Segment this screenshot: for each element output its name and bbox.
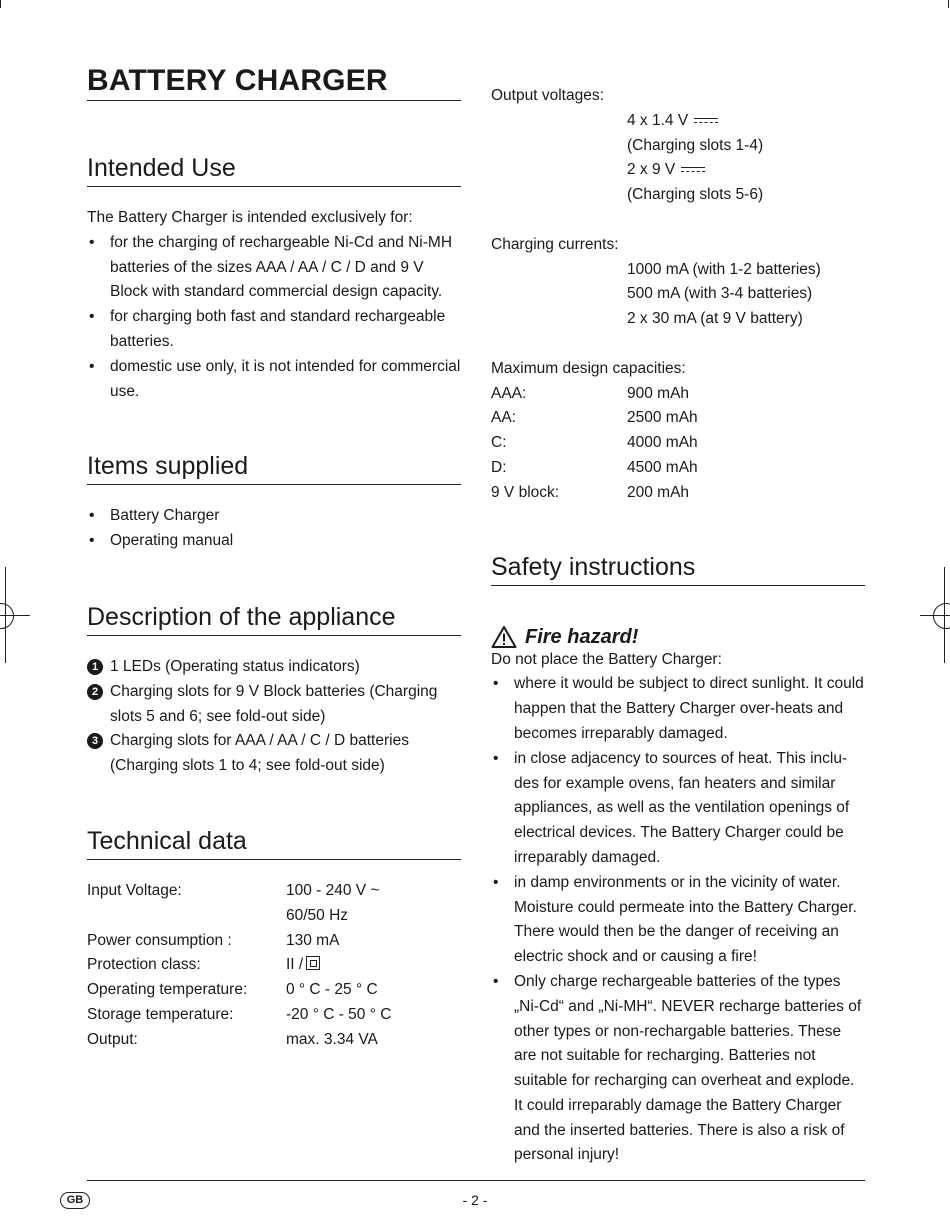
- description-section: [87, 601, 461, 779]
- technical-data-table: [87, 879, 391, 1053]
- list-item: • domestic use only, it is not intended for commercial use.: [87, 355, 461, 405]
- table-row: [87, 904, 391, 929]
- warning-title: Fire hazard!: [525, 625, 639, 648]
- charging-currents-label: Charging currents:: [491, 235, 619, 253]
- document-title: BATTERY CHARGER: [87, 62, 461, 101]
- list-item: • in close adjacency to sources of heat. This inclu-des for example ovens, fan heaters and similar appliances, as well as the ventilation openings of electrical devices. The Battery Charger could be irreparably damaged.: [491, 747, 865, 871]
- direct-current-icon: [681, 166, 705, 174]
- safety-list: [491, 672, 865, 1168]
- list-item: • where it would be subject to direct sunlight. It could happen that the Battery Charger over-heats and becomes irreparably damaged.: [491, 672, 865, 746]
- items-supplied-section: [87, 450, 461, 554]
- spec-value: max. 3.34 VA: [286, 1030, 378, 1048]
- table-row: [87, 1028, 391, 1053]
- spec-label: Output:: [87, 1030, 138, 1048]
- battery-type: D:: [491, 458, 507, 476]
- table-row: [491, 431, 698, 456]
- warning-triangle-icon: [491, 625, 517, 649]
- capacities-block: [491, 357, 865, 506]
- capacity-value: 900 mAh: [627, 384, 690, 402]
- list-item: [87, 655, 461, 680]
- technical-data-heading: Technical data: [87, 825, 461, 860]
- spec-label: [87, 904, 286, 929]
- crop-mark: [0, 615, 30, 616]
- spec-value: 0 ° C - 25 ° C: [286, 981, 378, 999]
- registration-mark-left: [0, 603, 14, 629]
- country-badge: GB: [60, 1192, 90, 1209]
- voltage-line: [627, 158, 865, 183]
- capacity-value: 2500 mAh: [627, 409, 698, 427]
- items-supplied-list: [87, 504, 461, 554]
- battery-type: 9 V block:: [491, 483, 560, 501]
- double-insulation-icon: [306, 956, 320, 970]
- description-text: 1 LEDs (Operating status indicators): [110, 657, 360, 675]
- list-item: • in damp environments or in the vicinity of water. Moisture could permeate into the Battery Charger. There would then be the danger of receiving an electric shock and or causing a fire!: [491, 871, 865, 970]
- output-voltages-label: Output voltages:: [491, 87, 604, 104]
- table-row: [491, 456, 698, 481]
- table-row: [491, 481, 698, 506]
- spec-value: -20 ° C - 50 ° C: [286, 1005, 392, 1023]
- table-row: [491, 406, 698, 431]
- safety-section: [491, 551, 865, 1169]
- capacity-value: 4000 mAh: [627, 434, 698, 452]
- spec-label: Storage temperature:: [87, 1005, 234, 1023]
- technical-data-section: [87, 825, 461, 1053]
- table-row: [87, 879, 391, 904]
- spec-value-cell: [286, 953, 391, 978]
- list-item: • for charging both fast and standard rechargeable batteries.: [87, 305, 461, 355]
- spec-value: 100 - 240 V ~: [286, 881, 380, 899]
- spec-value: 60/50 Hz: [286, 906, 349, 924]
- list-item: • Only charge rechargeable batteries of the types „Ni-Cd“ and „Ni-MH“. NEVER recharge batteries of other types or non-rechargable batteries. These are not suitable for recharging. Batteries not suitable for recharging can overheat and explode. It could irreparably damage the Battery Charger and the inserted batteries. There is also a risk of personal injury!: [491, 970, 865, 1168]
- safety-intro: Do not place the Battery Charger:: [491, 650, 722, 668]
- voltage-value: 4 x 1.4 V: [627, 111, 689, 129]
- spec-label: Power consumption :: [87, 931, 232, 949]
- left-column: [87, 62, 461, 1053]
- list-item: • Battery Charger: [87, 504, 461, 529]
- capacities-table: [491, 382, 698, 506]
- intended-use-heading: Intended Use: [87, 152, 461, 187]
- spec-value: 130 mA: [286, 931, 340, 949]
- table-row: [87, 1003, 391, 1028]
- charging-currents-values: [491, 258, 865, 332]
- list-item: [87, 680, 461, 730]
- crop-mark: [948, 0, 949, 8]
- intended-use-section: [87, 152, 461, 404]
- table-row: [87, 929, 391, 954]
- description-list: [87, 655, 461, 779]
- battery-type: C:: [491, 434, 507, 452]
- items-supplied-heading: Items supplied: [87, 450, 461, 485]
- voltage-line: (Charging slots 1-4): [627, 136, 764, 154]
- description-text: Charging slots for 9 V Block batteries (Charging slots 5 and 6; see fold-out side): [110, 682, 438, 725]
- crop-mark: [0, 0, 1, 8]
- description-heading: Description of the appliance: [87, 601, 461, 636]
- intended-use-intro: The Battery Charger is intended exclusively for:: [87, 209, 413, 226]
- battery-type: AAA:: [491, 384, 527, 402]
- intended-use-list: [87, 231, 461, 405]
- capacity-value: 4500 mAh: [627, 458, 698, 476]
- output-voltages-values: [491, 109, 865, 208]
- table-row: [491, 382, 698, 407]
- number-badge: 2: [87, 684, 103, 700]
- safety-heading: Safety instructions: [491, 551, 865, 586]
- charging-currents-block: [491, 233, 865, 332]
- list-item: • for the charging of rechargeable Ni-Cd and Ni-MH batteries of the sizes AAA / AA / C / D and 9 V Block with standard commercial design capacity.: [87, 231, 461, 305]
- right-column: [491, 84, 865, 1168]
- spec-value: II /: [286, 956, 304, 974]
- description-text: Charging slots for AAA / AA / C / D batteries (Charging slots 1 to 4; see fold-out side): [110, 732, 409, 775]
- spec-label: Protection class:: [87, 956, 201, 974]
- capacities-label: Maximum design capacities:: [491, 359, 686, 377]
- spec-label: Input Voltage:: [87, 881, 182, 899]
- page-number: - 2 -: [462, 1192, 488, 1208]
- crop-mark: [920, 615, 950, 616]
- number-badge: 1: [87, 659, 103, 675]
- output-voltages-block: [491, 84, 865, 208]
- registration-mark-right: [933, 603, 950, 629]
- voltage-value: 2 x 9 V: [627, 161, 676, 179]
- footer-divider: [87, 1180, 865, 1181]
- current-line: 500 mA (with 3-4 batteries): [627, 285, 813, 303]
- table-row: [87, 978, 391, 1003]
- capacity-value: 200 mAh: [627, 483, 690, 501]
- current-line: 2 x 30 mA (at 9 V battery): [627, 310, 803, 328]
- battery-type: AA:: [491, 409, 516, 427]
- number-badge: 3: [87, 733, 103, 749]
- voltage-line: (Charging slots 5-6): [627, 186, 764, 204]
- spec-label: Operating temperature:: [87, 981, 248, 999]
- voltage-line: [627, 109, 865, 134]
- direct-current-icon: [694, 117, 718, 125]
- list-item: • Operating manual: [87, 529, 461, 554]
- list-item: [87, 729, 461, 779]
- current-line: 1000 mA (with 1-2 batteries): [627, 260, 821, 278]
- table-row: [87, 953, 391, 978]
